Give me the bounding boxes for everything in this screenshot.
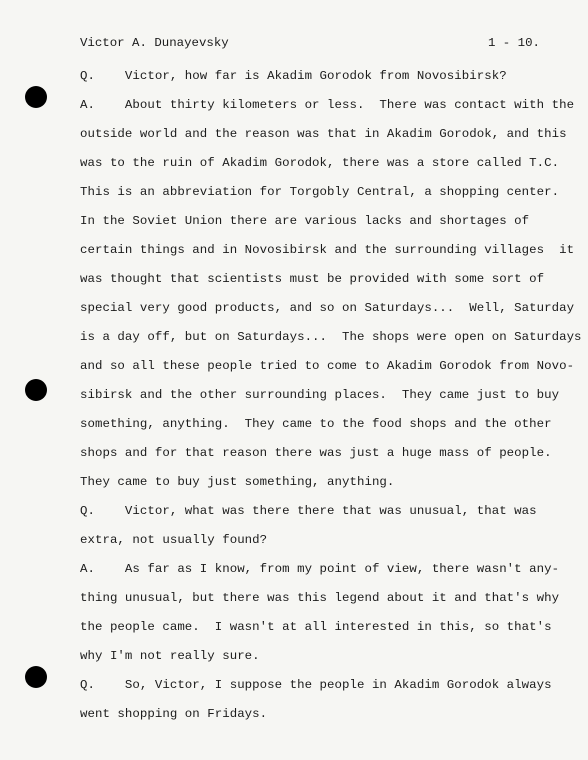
punch-hole-bottom: [25, 666, 47, 688]
transcript-line: was thought that scientists must be provided with some sort of: [80, 272, 545, 286]
transcript-body: [80, 62, 582, 729]
transcript-line: is a day off, but on Saturdays... The shops were open on Saturdays: [80, 330, 582, 344]
punch-hole-middle: [25, 379, 47, 401]
transcript-line: outside world and the reason was that in Akadim Gorodok, and this: [80, 127, 567, 141]
transcript-line: extra, not usually found?: [80, 533, 268, 547]
transcript-line: and so all these people tried to come to Akadim Gorodok from Novo-: [80, 359, 575, 373]
interviewee-name: Victor A. Dunayevsky: [80, 36, 229, 50]
transcript-line: They came to buy just something, anything.: [80, 475, 395, 489]
transcript-line: why I'm not really sure.: [80, 649, 260, 663]
transcript-line: This is an abbreviation for Torgobly Central, a shopping center.: [80, 185, 560, 199]
transcript-line: went shopping on Fridays.: [80, 707, 268, 721]
transcript-line: thing unusual, but there was this legend about it and that's why: [80, 591, 560, 605]
transcript-line: A. As far as I know, from my point of view, there wasn't any-: [80, 562, 560, 576]
punch-hole-top: [25, 86, 47, 108]
transcript-line: special very good products, and so on Saturdays... Well, Saturday: [80, 301, 575, 315]
transcript-line: Q. Victor, what was there there that was unusual, that was: [80, 504, 537, 518]
page-number: 1 - 10.: [487, 36, 540, 50]
transcript-line: certain things and in Novosibirsk and the surrounding villages it: [80, 243, 575, 257]
transcript-line: was to the ruin of Akadim Gorodok, there was a store called T.C.: [80, 156, 560, 170]
page-header: [80, 36, 540, 50]
transcript-line: shops and for that reason there was just a huge mass of people.: [80, 446, 552, 460]
transcript-line: Q. Victor, how far is Akadim Gorodok from Novosibirsk?: [80, 69, 507, 83]
transcript-line: Q. So, Victor, I suppose the people in Akadim Gorodok always: [80, 678, 552, 692]
transcript-line: something, anything. They came to the food shops and the other: [80, 417, 552, 431]
transcript-line: In the Soviet Union there are various lacks and shortages of: [80, 214, 530, 228]
transcript-line: A. About thirty kilometers or less. There was contact with the: [80, 98, 575, 112]
transcript-line: sibirsk and the other surrounding places. They came just to buy: [80, 388, 560, 402]
transcript-line: the people came. I wasn't at all interested in this, so that's: [80, 620, 552, 634]
